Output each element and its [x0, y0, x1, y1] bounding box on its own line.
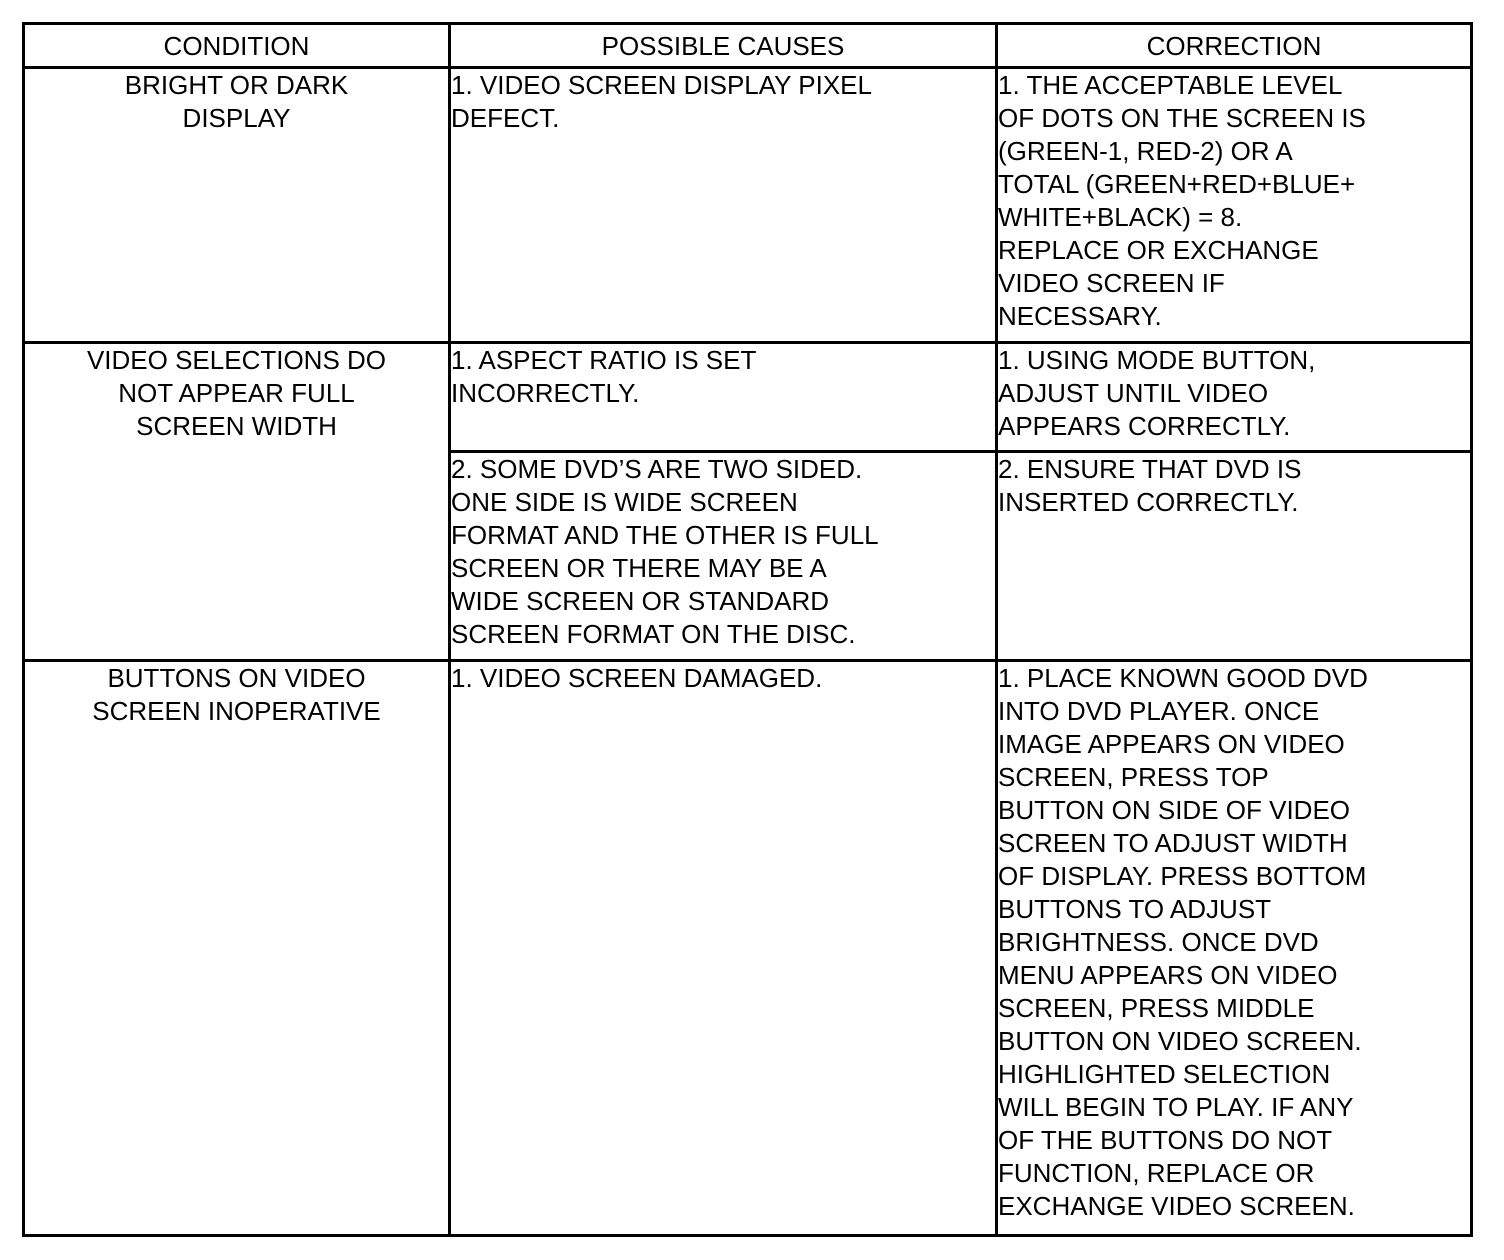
cause-text: ONE SIDE IS WIDE SCREEN	[451, 487, 798, 517]
condition-cell	[24, 343, 450, 661]
correction-text: INSERTED CORRECTLY.	[998, 487, 1299, 517]
header-row	[24, 24, 1472, 68]
condition-text: VIDEO SELECTIONS DO	[86, 345, 387, 375]
condition-text: BUTTONS ON VIDEO	[107, 663, 366, 693]
cause-text: FORMAT AND THE OTHER IS FULL	[451, 520, 879, 550]
correction-text: OF DOTS ON THE SCREEN IS	[998, 103, 1366, 133]
correction-text: HIGHLIGHTED SELECTION	[998, 1059, 1331, 1089]
correction-text: APPEARS CORRECTLY.	[998, 411, 1291, 441]
condition-text: DISPLAY	[182, 103, 291, 133]
cause-text: 1. ASPECT RATIO IS SET	[451, 345, 757, 375]
table-row	[24, 68, 1472, 343]
correction-text: (GREEN-1, RED-2) OR A	[998, 136, 1293, 166]
correction-text: IMAGE APPEARS ON VIDEO	[998, 729, 1345, 759]
cause-cell	[450, 661, 997, 1236]
correction-text: TOTAL (GREEN+RED+BLUE+	[998, 169, 1356, 199]
correction-text: INTO DVD PLAYER. ONCE	[998, 696, 1320, 726]
correction-text: EXCHANGE VIDEO SCREEN.	[998, 1191, 1355, 1221]
correction-text: SCREEN TO ADJUST WIDTH	[998, 828, 1348, 858]
table-row	[24, 661, 1472, 1236]
condition-text: SCREEN INOPERATIVE	[92, 696, 381, 726]
cause-cell	[450, 343, 997, 452]
correction-text: BUTTONS TO ADJUST	[998, 894, 1272, 924]
correction-text: ADJUST UNTIL VIDEO	[998, 378, 1269, 408]
correction-cell	[997, 68, 1472, 343]
cause-text: WIDE SCREEN OR STANDARD	[451, 586, 829, 616]
correction-text: WILL BEGIN TO PLAY. IF ANY	[998, 1092, 1354, 1122]
correction-text: OF DISPLAY. PRESS BOTTOM	[998, 861, 1367, 891]
correction-cell	[997, 343, 1472, 452]
header-correction: CORRECTION	[997, 24, 1472, 68]
correction-text: VIDEO SCREEN IF	[998, 268, 1225, 298]
cause-text: 2. SOME DVD’S ARE TWO SIDED.	[451, 454, 863, 484]
cause-text: SCREEN OR THERE MAY BE A	[451, 553, 827, 583]
correction-text: 1. USING MODE BUTTON,	[998, 345, 1316, 375]
correction-text: FUNCTION, REPLACE OR	[998, 1158, 1315, 1188]
condition-cell	[24, 68, 450, 343]
header-condition: CONDITION	[24, 24, 450, 68]
cause-text: SCREEN FORMAT ON THE DISC.	[451, 619, 856, 649]
header-possible-causes: POSSIBLE CAUSES	[450, 24, 997, 68]
correction-cell	[997, 452, 1472, 661]
correction-text: 1. PLACE KNOWN GOOD DVD	[998, 663, 1368, 693]
correction-text: SCREEN, PRESS MIDDLE	[998, 993, 1315, 1023]
cause-cell	[450, 68, 997, 343]
table-row	[24, 343, 1472, 452]
condition-text: SCREEN WIDTH	[136, 411, 337, 441]
cause-text: 1. VIDEO SCREEN DAMAGED.	[451, 663, 823, 693]
cause-text: INCORRECTLY.	[451, 378, 640, 408]
correction-text: 1. THE ACCEPTABLE LEVEL	[998, 70, 1343, 100]
correction-text: BRIGHTNESS. ONCE DVD	[998, 927, 1319, 957]
cause-text: DEFECT.	[451, 103, 560, 133]
condition-cell	[24, 661, 450, 1236]
correction-text: BUTTON ON VIDEO SCREEN.	[998, 1026, 1362, 1056]
condition-text: BRIGHT OR DARK	[124, 70, 349, 100]
correction-text: 2. ENSURE THAT DVD IS	[998, 454, 1302, 484]
troubleshooting-table	[22, 22, 1473, 1237]
correction-text: MENU APPEARS ON VIDEO	[998, 960, 1338, 990]
condition-text: NOT APPEAR FULL	[118, 378, 355, 408]
correction-cell	[997, 661, 1472, 1236]
correction-text: SCREEN, PRESS TOP	[998, 762, 1269, 792]
correction-text: OF THE BUTTONS DO NOT	[998, 1125, 1333, 1155]
correction-text: REPLACE OR EXCHANGE	[998, 235, 1319, 265]
correction-text: WHITE+BLACK) = 8.	[998, 202, 1243, 232]
cause-text: 1. VIDEO SCREEN DISPLAY PIXEL	[451, 70, 872, 100]
correction-text: NECESSARY.	[998, 301, 1162, 331]
correction-text: BUTTON ON SIDE OF VIDEO	[998, 795, 1351, 825]
cause-cell	[450, 452, 997, 661]
